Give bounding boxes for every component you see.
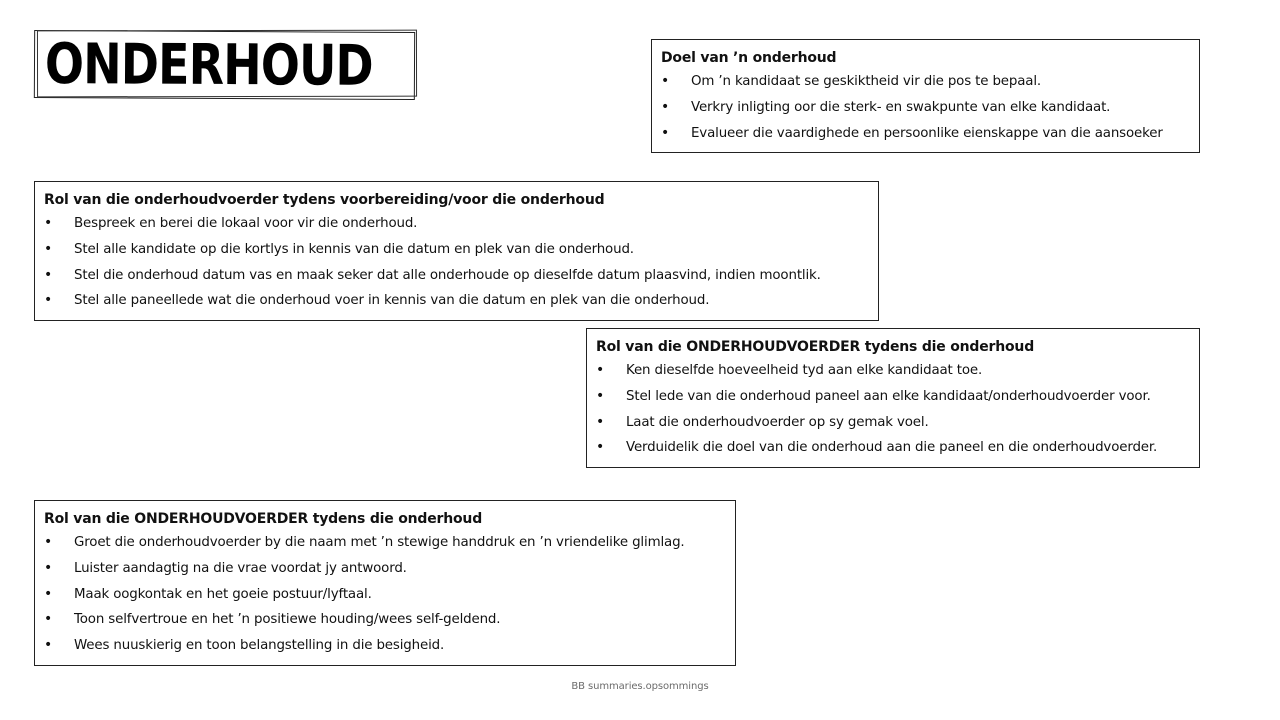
bullet-icon: • xyxy=(44,637,53,654)
tydens-kandidaat-box xyxy=(34,500,736,666)
tydens-kandidaat-list xyxy=(44,530,726,659)
tydens-panel-box xyxy=(586,328,1200,468)
list-item: • Stel die onderhoud datum vas en maak seker dat alle onderhoude op dieselfde datum plaasvind, indien moontlik. xyxy=(44,263,869,289)
list-item: • Stel alle kandidate op die kortlys in kennis van die datum en plek van die onderhoud. xyxy=(44,237,869,263)
list-item: • Verkry inligting oor die sterk- en swakpunte van elke kandidaat. xyxy=(661,95,1190,121)
bullet-icon: • xyxy=(44,240,53,257)
list-item: • Luister aandagtig na die vrae voordat jy antwoord. xyxy=(44,556,726,582)
list-item: • Laat die onderhoudvoerder op sy gemak voel. xyxy=(596,410,1190,436)
tydens-panel-list xyxy=(596,358,1190,461)
list-item: • Evalueer die vaardighede en persoonlike eienskappe van die aansoeker xyxy=(661,121,1190,147)
doel-list xyxy=(661,69,1190,146)
bullet-icon: • xyxy=(596,362,605,378)
list-item: • Stel alle paneellede wat die onderhoud voer in kennis van die datum en plek van die onderhoud. xyxy=(44,288,869,314)
voorbereiding-box xyxy=(34,181,879,321)
tydens-kandidaat-heading: Rol van die ONDERHOUDVOERDER tydens die onderhoud xyxy=(44,511,483,527)
footer-credit: BB summaries.opsommings xyxy=(571,681,709,692)
list-item: • Ken dieselfde hoeveelheid tyd aan elke kandidaat toe. xyxy=(596,358,1190,384)
bullet-icon: • xyxy=(44,611,53,628)
bullet-icon: • xyxy=(44,585,53,602)
bullet-icon: • xyxy=(44,266,53,283)
list-item: • Bespreek en berei die lokaal voor vir die onderhoud. xyxy=(44,211,869,237)
list-item: • Verduidelik die doel van die onderhoud aan die paneel en die onderhoudvoerder. xyxy=(596,435,1190,461)
list-item: • Toon selfvertroue en het ’n positiewe houding/wees self-geldend. xyxy=(44,607,726,633)
bullet-icon: • xyxy=(44,559,53,576)
list-item: • Wees nuuskierig en toon belangstelling in die besigheid. xyxy=(44,633,726,659)
bullet-icon: • xyxy=(596,387,605,404)
bullet-icon: • xyxy=(44,292,53,309)
bullet-icon: • xyxy=(44,215,53,231)
bullet-icon: • xyxy=(596,413,605,430)
list-item: • Maak oogkontak en het goeie postuur/lyftaal. xyxy=(44,582,726,608)
bullet-icon: • xyxy=(661,124,670,141)
tydens-panel-heading: Rol van die ONDERHOUDVOERDER tydens die onderhoud xyxy=(596,339,1035,355)
bullet-icon: • xyxy=(661,73,670,89)
bullet-icon: • xyxy=(44,534,53,550)
doel-heading: Doel van ’n onderhoud xyxy=(661,50,837,66)
doel-box xyxy=(651,39,1200,153)
voorbereiding-list xyxy=(44,211,869,314)
bullet-icon: • xyxy=(661,98,670,115)
page-title: ONDERHOUD xyxy=(44,32,373,99)
list-item: • Groet die onderhoudvoerder by die naam met ’n stewige handdruk en ’n vriendelike glimlag. xyxy=(44,530,726,556)
list-item: • Om ’n kandidaat se geskiktheid vir die pos te bepaal. xyxy=(661,69,1190,95)
title-box xyxy=(34,30,415,100)
list-item: • Stel lede van die onderhoud paneel aan elke kandidaat/onderhoudvoerder voor. xyxy=(596,384,1190,410)
bullet-icon: • xyxy=(596,439,605,456)
voorbereiding-heading: Rol van die onderhoudvoerder tydens voorbereiding/voor die onderhoud xyxy=(44,192,605,208)
